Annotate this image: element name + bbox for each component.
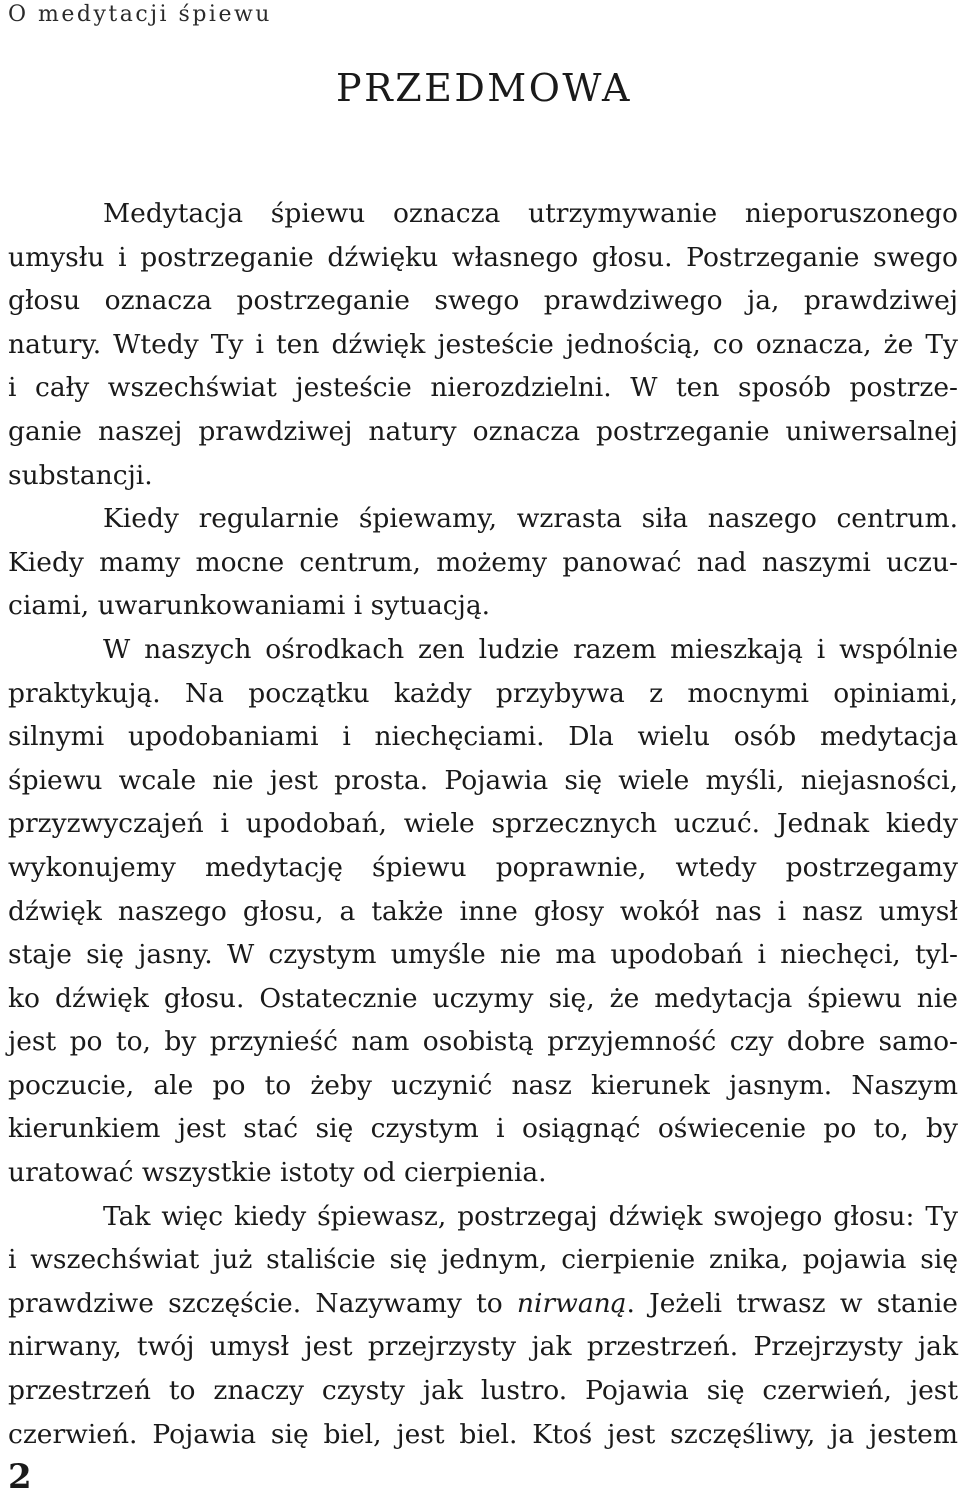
text-line: i wszechświat już staliście się jednym, cierpienie znika, pojawia się bbox=[8, 1244, 958, 1276]
text-line: W naszych ośrodkach zen ludzie razem mieszkają i wspólnie bbox=[103, 633, 958, 665]
text-line: ko dźwięk głosu. Ostatecznie uczymy się, że medytacja śpiewu nie bbox=[8, 982, 958, 1014]
chapter-title-text: PRZEDMOWA bbox=[336, 66, 632, 110]
text-line: nirwany, twój umysł jest przejrzysty jak przestrzeń. Przejrzysty jak bbox=[8, 1331, 958, 1363]
text-line: uratować wszystkie istoty od cierpienia. bbox=[8, 1157, 547, 1189]
text-line: przestrzeń to znaczy czysty jak lustro. Pojawia się czerwień, jest bbox=[8, 1375, 958, 1407]
text-line: natury. Wtedy Ty i ten dźwięk jesteście jednością, co oznacza, że Ty bbox=[8, 328, 958, 360]
running-header: O medytacji śpiewu bbox=[8, 2, 272, 27]
text-line: staje się jasny. W czystym umyśle nie ma upodobań i niechęci, tyl- bbox=[8, 939, 958, 971]
text-line: Medytacja śpiewu oznacza utrzymywanie nieporuszonego bbox=[103, 198, 958, 229]
text-line: ciami, uwarunkowaniami i sytuacją. bbox=[8, 590, 491, 622]
chapter-title bbox=[0, 66, 960, 110]
text-line: kierunkiem jest stać się czystym i osiągnąć oświecenie po to, by bbox=[8, 1113, 958, 1145]
text-line: jest po to, by przynieść nam osobistą przyjemność czy dobre samo- bbox=[8, 1026, 958, 1058]
emphasis-word: nirwaną bbox=[516, 1287, 627, 1319]
text-line: Kiedy regularnie śpiewamy, wzrasta siła naszego centrum. bbox=[103, 503, 958, 535]
text-line: i cały wszechświat jesteście nierozdzielni. W ten sposób postrze- bbox=[8, 372, 958, 404]
text-segment: . Jeżeli trwasz w stanie bbox=[626, 1287, 958, 1319]
text-line: dźwięk naszego głosu, a także inne głosy wokół nas i nasz umysł bbox=[8, 895, 958, 927]
body-text bbox=[8, 192, 958, 1456]
text-line: wykonujemy medytację śpiewu poprawnie, wtedy postrzegamy bbox=[8, 851, 958, 883]
text-line: umysłu i postrzeganie dźwięku własnego głosu. Postrzeganie swego bbox=[8, 241, 958, 273]
text-line: Tak więc kiedy śpiewasz, postrzegaj dźwięk swojego głosu: Ty bbox=[103, 1200, 958, 1232]
page-number: 2 bbox=[8, 1457, 32, 1497]
text-line: czerwień. Pojawia się biel, jest biel. Ktoś jest szczęśliwy, ja jestem bbox=[8, 1418, 958, 1450]
text-line: przyzwyczajeń i upodobań, wiele sprzecznych uczuć. Jednak kiedy bbox=[8, 808, 958, 840]
text-line: głosu oznacza postrzeganie swego prawdziwego ja, prawdziwej bbox=[8, 285, 958, 317]
text-segment: prawdziwe szczęście. Nazywamy to bbox=[8, 1287, 517, 1319]
text-line: substancji. bbox=[8, 459, 153, 491]
text-line-with-emphasis bbox=[8, 1282, 958, 1326]
text-line: praktykują. Na początku każdy przybywa z mocnymi opiniami, bbox=[8, 677, 958, 709]
text-line: Kiedy mamy mocne centrum, możemy panować nad naszymi uczu- bbox=[8, 546, 958, 578]
text-line: ganie naszej prawdziwej natury oznacza postrzeganie uniwersalnej bbox=[8, 415, 958, 447]
text-line: poczucie, ale po to żeby uczynić nasz kierunek jasnym. Naszym bbox=[8, 1069, 958, 1101]
text-line: śpiewu wcale nie jest prosta. Pojawia się wiele myśli, niejasności, bbox=[8, 764, 958, 796]
text-line: silnymi upodobaniami i niechęciami. Dla wielu osób medytacja bbox=[8, 721, 958, 753]
